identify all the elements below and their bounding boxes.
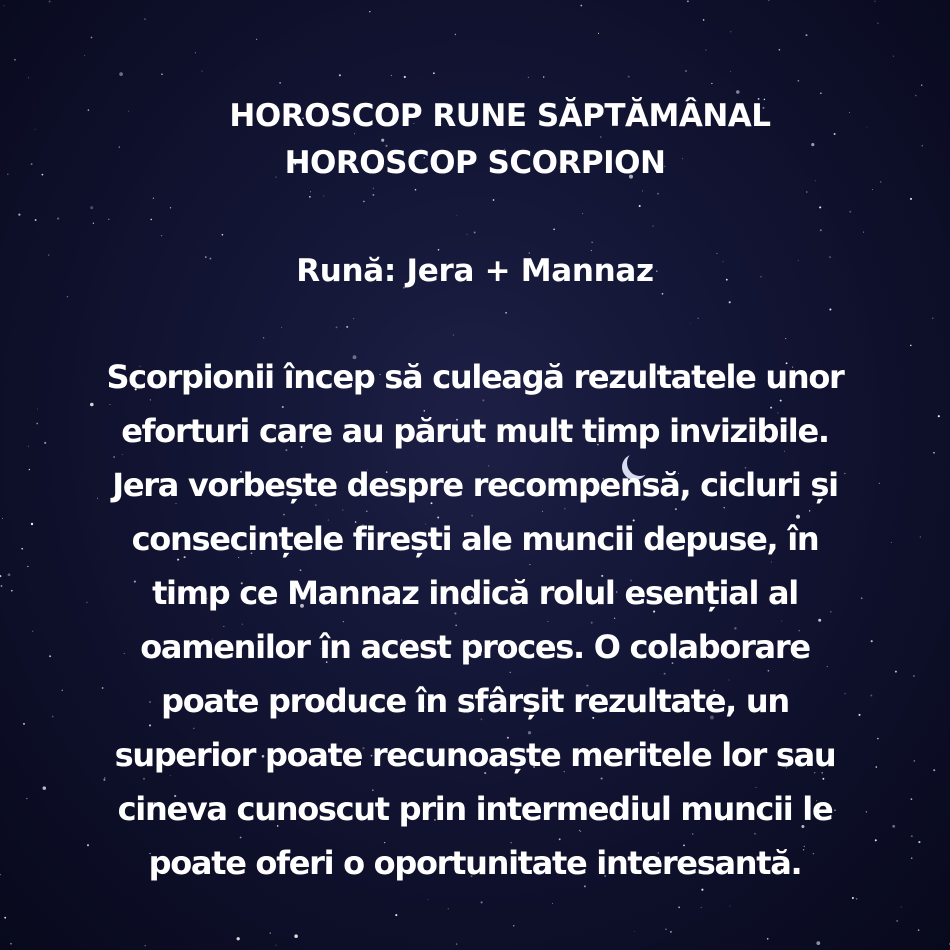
paragraph-line: timp ce Mannaz indică rolul esențial al [152,574,798,612]
paragraph-line: Jera vorbește despre recompensă, cicluri și [112,466,838,504]
paragraph-line: cineva cunoscut prin intermediul muncii le [117,790,833,828]
paragraph-line: oamenilor în acest proces. O colaborare [140,628,810,666]
paragraph-line: consecințele firești ale muncii depuse, în [131,520,819,558]
title-line-1: HOROSCOP RUNE SĂPTĂMÂNAL [229,98,771,134]
paragraph-line: superior poate recunoaște meritele lor sau [114,736,836,774]
paragraph-line: poate produce în sfârșit rezultate, un [161,682,789,720]
paragraph-line: poate oferi o oportunitate interesantă. [148,844,802,882]
title-line-2: HOROSCOP SCORPION [284,145,666,181]
paragraph-line: eforturi care au părut mult timp invizibile. [121,412,829,450]
rune-line: Rună: Jera + Mannaz [296,253,654,289]
paragraph-line: Scorpionii încep să culeagă rezultatele unor [106,358,844,396]
